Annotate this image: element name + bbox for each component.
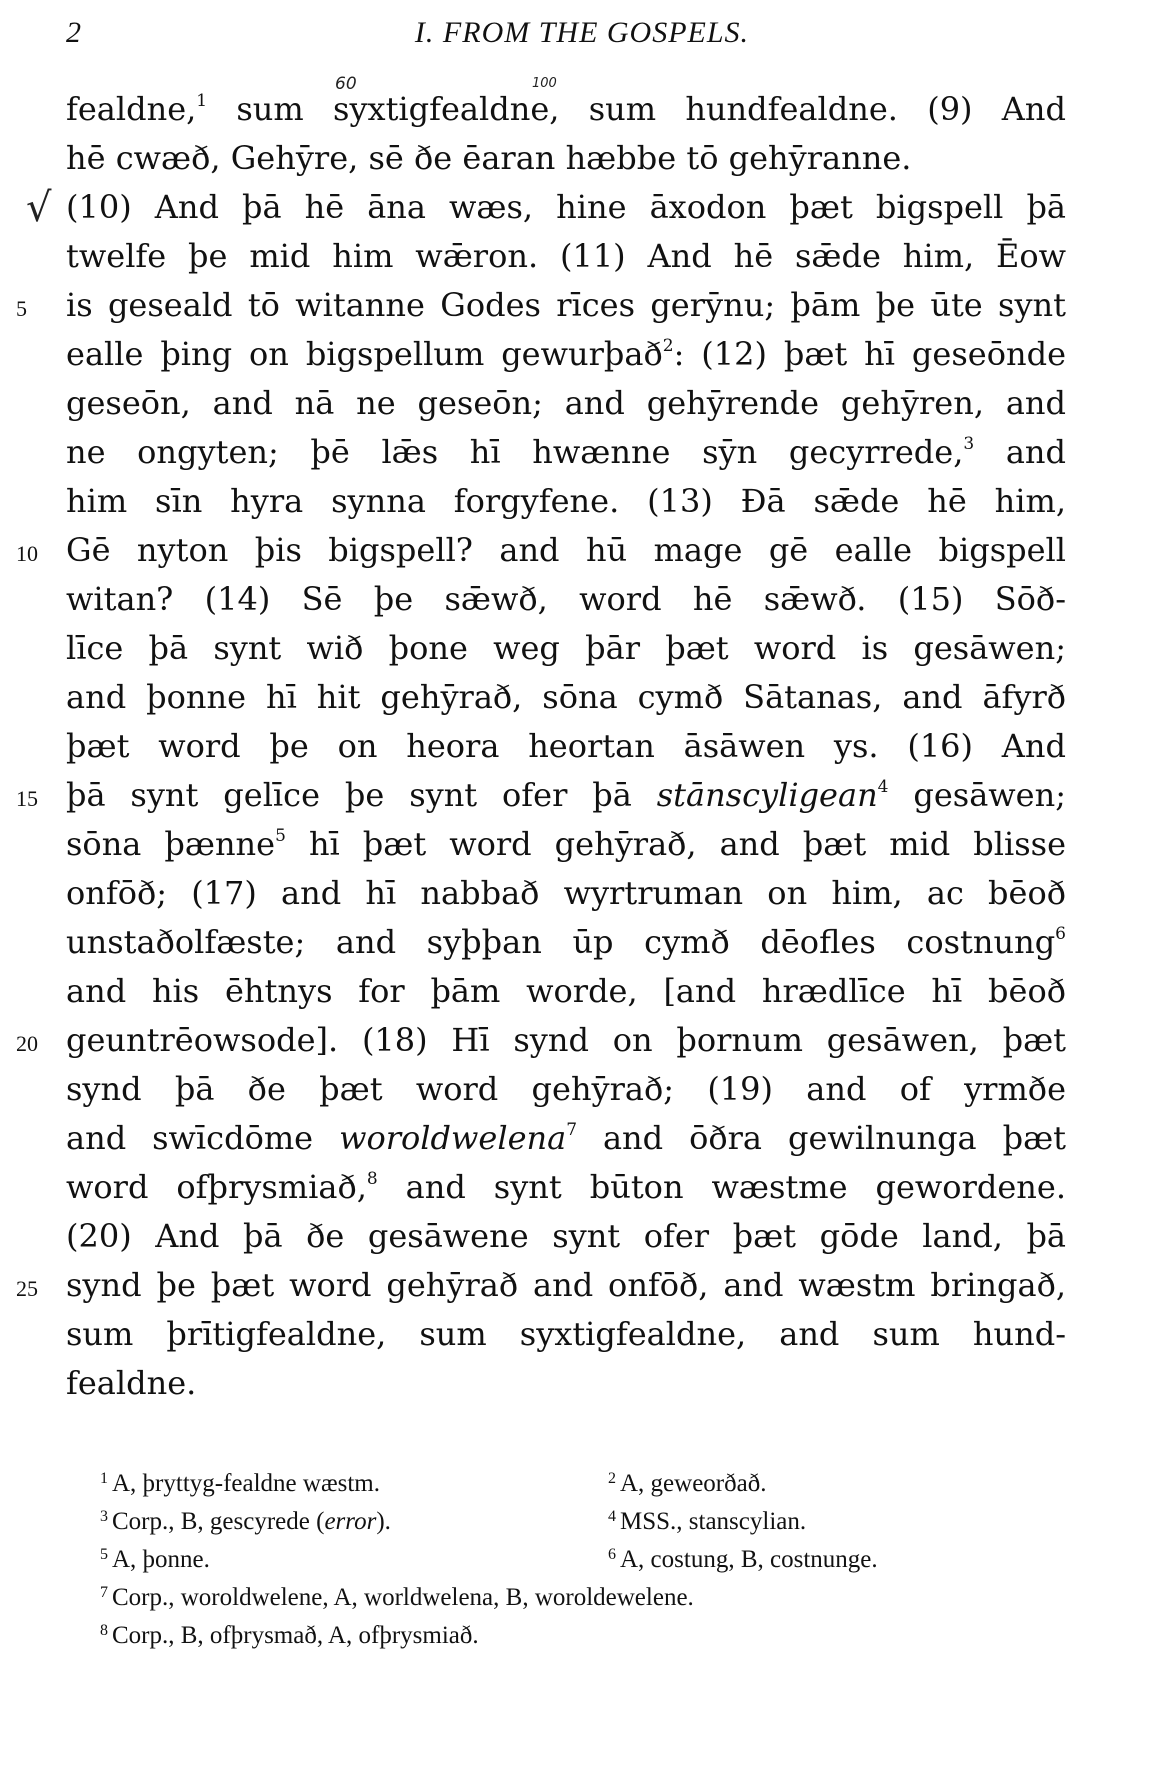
line-text bbox=[66, 1114, 1066, 1163]
text-line bbox=[16, 771, 1067, 820]
line-number: 10 bbox=[16, 541, 38, 566]
text-line bbox=[66, 1212, 1066, 1261]
line-text bbox=[66, 918, 1066, 967]
text-line bbox=[66, 85, 1066, 134]
text-segment: hē cwæð, Gehȳre, sē ðe ēaran hæbbe tō gehȳranne. bbox=[66, 139, 912, 177]
text-line bbox=[66, 379, 1066, 428]
footnote-ref: 7 bbox=[566, 1120, 578, 1140]
footnote-row bbox=[100, 1574, 1050, 1612]
footnote bbox=[100, 1536, 210, 1579]
line-text bbox=[66, 183, 1066, 232]
text-segment: : (12) þæt hī geseōnde bbox=[673, 335, 1067, 373]
footnote-number: 5 bbox=[100, 1546, 108, 1563]
line-text bbox=[66, 379, 1066, 428]
text-segment: is geseald tō witanne Godes rīces gerȳnu; þām þe ūte synt bbox=[66, 286, 1066, 324]
footnote-number: 2 bbox=[608, 1470, 616, 1487]
footnote-number: 8 bbox=[100, 1622, 108, 1639]
text-line bbox=[66, 575, 1066, 624]
line-text bbox=[66, 477, 1066, 526]
line-number: 20 bbox=[16, 1031, 38, 1056]
text-segment: stānscyligean bbox=[656, 776, 878, 814]
line-number: 5 bbox=[16, 296, 27, 321]
footnote-ref: 1 bbox=[196, 91, 208, 111]
text-segment: sum syxtigfealdne, sum hundfealdne. (9) And bbox=[207, 90, 1066, 128]
page-header bbox=[66, 16, 1098, 56]
text-line bbox=[66, 967, 1066, 1016]
text-segment: sum þrītigfealdne, sum syxtigfealdne, and sum hund- bbox=[66, 1315, 1066, 1353]
text-segment: and his ēhtnys for þām worde, [and hrædlīce hī bēoð bbox=[66, 972, 1066, 1010]
footnote-ref: 5 bbox=[275, 826, 286, 846]
text-line bbox=[66, 232, 1066, 281]
check-mark-icon: √ bbox=[26, 185, 52, 231]
footnote bbox=[608, 1498, 806, 1541]
line-number: 25 bbox=[16, 1276, 38, 1301]
handwritten-annotation-60: 60 bbox=[335, 74, 357, 94]
text-segment: Gē nyton þis bigspell? and hū mage gē ealle bigspell bbox=[66, 531, 1066, 569]
footnote-text: Corp., B, gescyrede ( bbox=[112, 1508, 325, 1535]
text-line bbox=[66, 624, 1066, 673]
text-segment: gesāwen; bbox=[888, 776, 1067, 814]
text-line bbox=[66, 1163, 1066, 1212]
line-number: 15 bbox=[16, 786, 38, 811]
text-segment: and þonne hī hit gehȳrað, sōna cymð Sātanas, and āfyrð bbox=[66, 678, 1066, 716]
handwritten-annotation-100: 100 bbox=[532, 76, 557, 91]
text-segment: fealdne. bbox=[66, 1364, 197, 1402]
footnote-text: Corp., B, ofþrysmað, A, ofþrysmiað. bbox=[112, 1622, 479, 1649]
text-segment: and bbox=[974, 433, 1067, 471]
text-line bbox=[66, 722, 1066, 771]
text-segment: ne ongyten; þē lǣs hī hwænne sȳn gecyrrede, bbox=[66, 433, 964, 471]
text-segment: sōna þænne bbox=[66, 825, 276, 863]
text-segment: and ōðra gewilnunga þæt bbox=[577, 1119, 1067, 1157]
text-segment: synd þe þæt word gehȳrað and onfōð, and wæstm bringað, bbox=[66, 1266, 1066, 1304]
text-segment: synd þā ðe þæt word gehȳrað; (19) and of yrmðe bbox=[66, 1070, 1066, 1108]
footnote-row bbox=[100, 1612, 1050, 1650]
footnote-number: 6 bbox=[608, 1546, 616, 1563]
footnote-row bbox=[100, 1498, 1050, 1536]
line-text bbox=[66, 281, 1066, 330]
footnote bbox=[608, 1536, 878, 1579]
text-segment: woroldwelena bbox=[339, 1119, 567, 1157]
text-segment: hī þæt word gehȳrað, and þæt mid blisse bbox=[285, 825, 1067, 863]
text-line bbox=[66, 1310, 1066, 1359]
footnote bbox=[100, 1460, 380, 1503]
footnotes bbox=[100, 1460, 1050, 1650]
footnote-number: 3 bbox=[100, 1508, 108, 1525]
footnote-ref: 8 bbox=[366, 1169, 378, 1189]
line-text bbox=[66, 330, 1066, 379]
footnote-text: A, þonne. bbox=[112, 1546, 210, 1573]
page-number: 2 bbox=[66, 16, 81, 49]
text-line bbox=[16, 1016, 1066, 1065]
text-segment: þæt word þe on heora heortan āsāwen ys. (16) And bbox=[66, 727, 1066, 765]
text-segment: þā synt gelīce þe synt ofer þā bbox=[66, 776, 657, 814]
footnote-text: A, costung, B, costnunge. bbox=[620, 1546, 878, 1573]
text-segment: (10) And þā hē āna wæs, hine āxodon þæt bigspell þā bbox=[66, 188, 1066, 226]
text-line bbox=[66, 673, 1066, 722]
line-text bbox=[66, 1163, 1066, 1212]
text-segment: witan? (14) Sē þe sǣwð, word hē sǣwð. (15) Sōð- bbox=[66, 580, 1066, 618]
footnote-number: 7 bbox=[100, 1584, 108, 1601]
line-text bbox=[66, 820, 1066, 869]
text-segment: geseōn, and nā ne geseōn; and gehȳrende gehȳren, and bbox=[66, 384, 1066, 422]
text-segment: līce þā synt wið þone weg þār þæt word is gesāwen; bbox=[66, 629, 1066, 667]
text-line bbox=[66, 1114, 1066, 1163]
line-text bbox=[66, 1310, 1066, 1359]
footnote-text: A, þryttyg-fealdne wæstm. bbox=[112, 1470, 381, 1497]
body-text bbox=[16, 85, 1067, 1408]
text-segment: and synt būton wæstme gewordene. bbox=[377, 1168, 1067, 1206]
footnote-text: MSS., stanscylian. bbox=[620, 1508, 807, 1535]
text-line bbox=[66, 820, 1066, 869]
text-segment: unstaðolfæste; and syþþan ūp cymð dēofles costnung bbox=[66, 923, 1056, 961]
footnote-ref: 6 bbox=[1055, 924, 1066, 944]
line-text bbox=[66, 575, 1066, 624]
footnote-text: Corp., woroldwelene, A, worldwelena, B, woroldewelene. bbox=[112, 1584, 694, 1611]
line-text bbox=[66, 428, 1066, 477]
text-segment: onfōð; (17) and hī nabbað wyrtruman on him, ac bēoð bbox=[66, 874, 1066, 912]
text-segment: geuntrēowsode]. (18) Hī synd on þornum gesāwen, þæt bbox=[66, 1021, 1066, 1059]
text-line bbox=[66, 1359, 1066, 1408]
line-text bbox=[66, 624, 1066, 673]
text-line bbox=[66, 330, 1066, 379]
footnote-text: A, geweorðað. bbox=[620, 1470, 767, 1497]
footnote bbox=[100, 1574, 694, 1617]
footnote bbox=[100, 1498, 391, 1541]
footnote-number: 4 bbox=[608, 1508, 616, 1525]
footnote-number: 1 bbox=[100, 1470, 108, 1487]
text-line bbox=[16, 526, 1066, 575]
footnote bbox=[608, 1460, 766, 1503]
line-text bbox=[66, 1261, 1066, 1310]
line-text bbox=[66, 1065, 1066, 1114]
line-text bbox=[66, 1212, 1066, 1261]
text-segment: twelfe þe mid him wǣron. (11) And hē sǣde him, Ēow bbox=[66, 237, 1066, 275]
text-line bbox=[66, 134, 1066, 183]
footnote-row bbox=[100, 1460, 1050, 1498]
text-segment: (20) And þā ðe gesāwene synt ofer þæt gōde land, þā bbox=[66, 1217, 1066, 1255]
footnote-text: error bbox=[324, 1508, 377, 1535]
line-text bbox=[66, 526, 1066, 575]
text-segment: him sīn hyra synna forgyfene. (13) Ðā sǣde hē him, bbox=[66, 482, 1066, 520]
running-head: I. FROM THE GOSPELS. bbox=[414, 16, 750, 49]
line-text bbox=[66, 967, 1066, 1016]
line-text bbox=[66, 673, 1066, 722]
footnote-ref: 4 bbox=[877, 777, 889, 797]
text-segment: ealle þing on bigspellum gewurþað bbox=[66, 335, 663, 373]
text-segment: fealdne, bbox=[66, 90, 197, 128]
line-text bbox=[66, 771, 1066, 820]
line-text bbox=[66, 232, 1066, 281]
footnote-text: ). bbox=[376, 1508, 391, 1535]
text-segment: word ofþrysmiað, bbox=[66, 1168, 367, 1206]
text-line bbox=[16, 1261, 1066, 1310]
text-line bbox=[66, 869, 1066, 918]
line-text bbox=[66, 1359, 1066, 1408]
text-line bbox=[66, 428, 1066, 477]
footnote-ref: 3 bbox=[963, 434, 975, 454]
line-text bbox=[66, 722, 1066, 771]
footnote bbox=[100, 1612, 479, 1655]
footnote-row bbox=[100, 1536, 1050, 1574]
text-line bbox=[66, 918, 1066, 967]
footnote-ref: 2 bbox=[662, 336, 674, 356]
text-line bbox=[66, 183, 1066, 232]
line-text bbox=[66, 85, 1066, 134]
line-text bbox=[66, 1016, 1066, 1065]
text-line bbox=[66, 477, 1066, 526]
text-segment: and swīcdōme bbox=[66, 1119, 340, 1157]
line-text bbox=[66, 134, 1066, 183]
text-line bbox=[66, 1065, 1066, 1114]
text-line bbox=[16, 281, 1066, 330]
line-text bbox=[66, 869, 1066, 918]
